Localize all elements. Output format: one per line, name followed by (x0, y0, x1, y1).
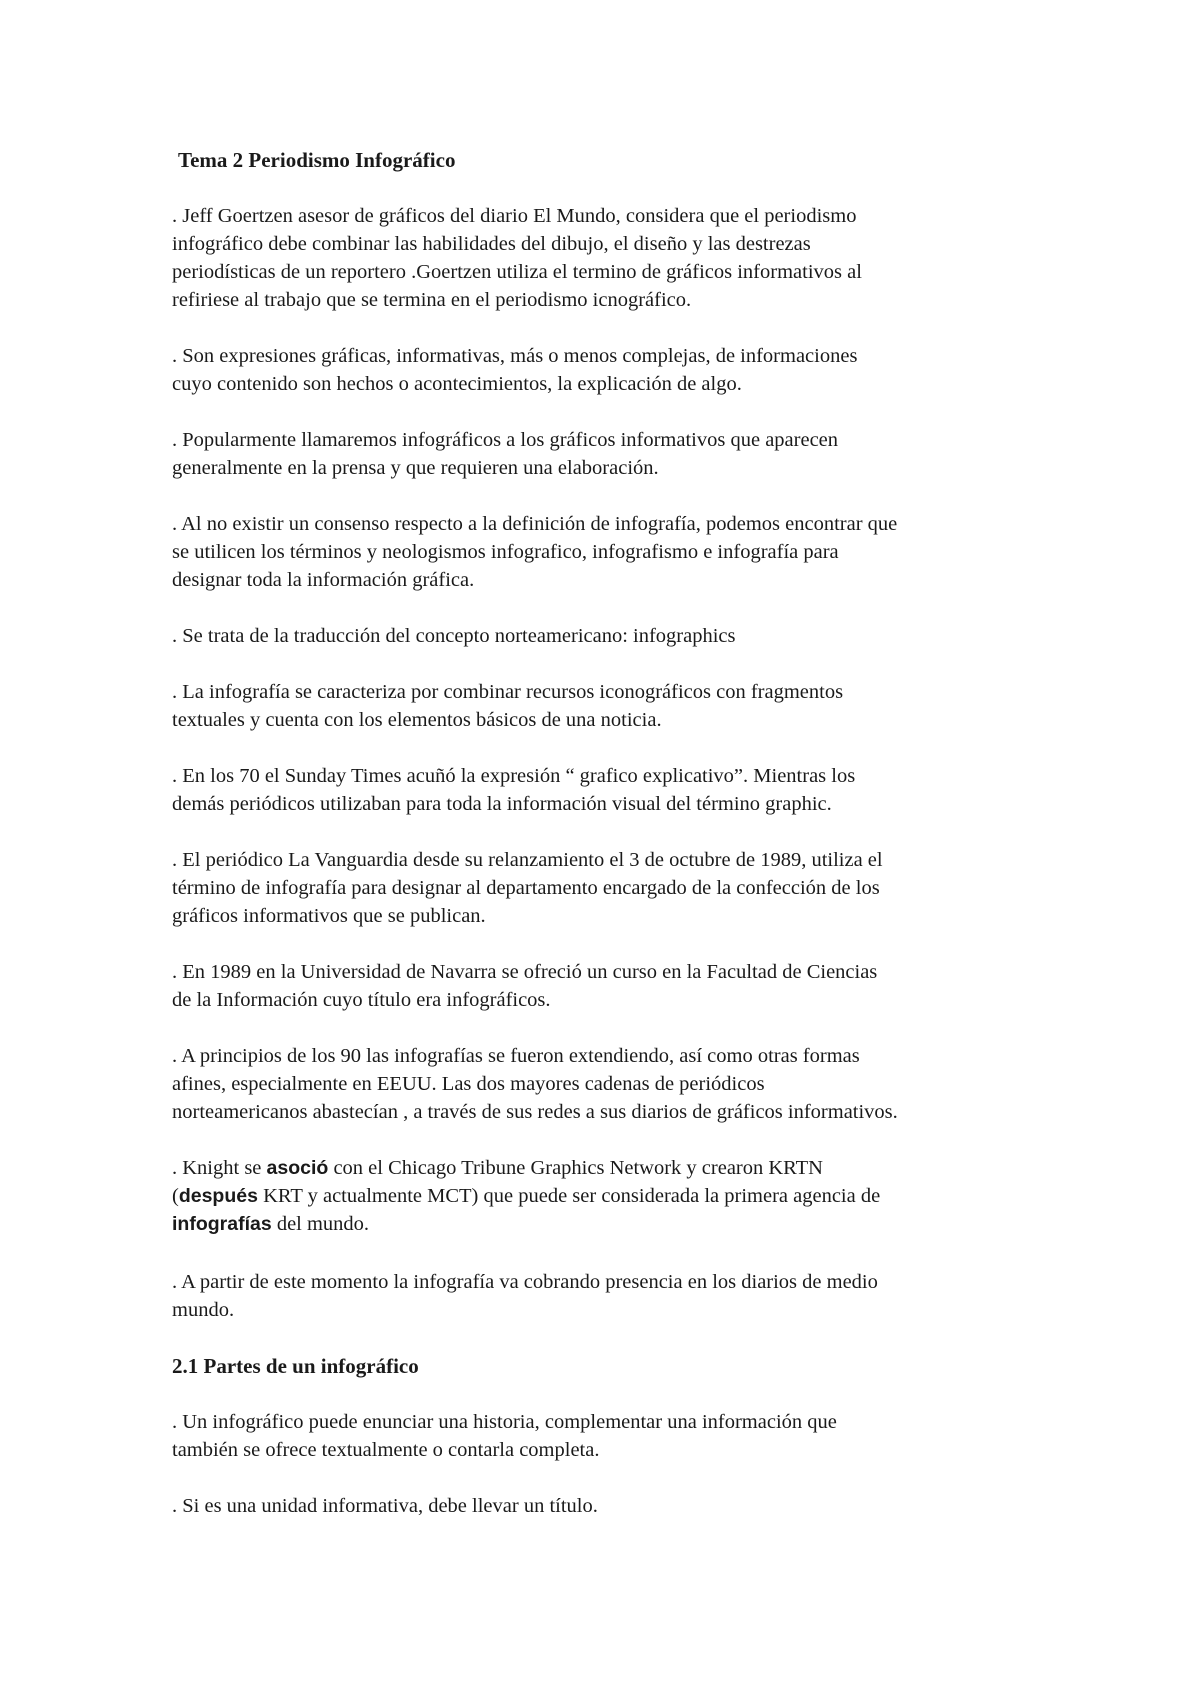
text-line: periodísticas de un reportero .Goertzen utiliza el termino de gráficos informativos al (172, 261, 862, 283)
text-line: designar toda la información gráfica. (172, 569, 475, 591)
text-line: textuales y cuenta con los elementos básicos de una noticia. (172, 709, 662, 731)
text-line: . En 1989 en la Universidad de Navarra se ofreció un curso en la Facultad de Ciencias (172, 961, 878, 983)
text-run: del mundo. (271, 1213, 370, 1235)
paragraph-expresiones (172, 342, 1072, 398)
text-line (172, 1182, 1072, 1210)
text-line: de la Información cuyo título era infográficos. (172, 989, 551, 1011)
section-heading: 2.1 Partes de un infográfico (172, 1354, 419, 1378)
page-title: Tema 2 Periodismo Infográfico (178, 148, 456, 172)
text-line: norteamericanos abastecían , a través de sus redes a sus diarios de gráficos informativos. (172, 1101, 898, 1123)
text-line: . Se trata de la traducción del concepto norteamericano: infographics (172, 625, 736, 647)
text-line: gráficos informativos que se publican. (172, 905, 486, 927)
bold-term: después (178, 1185, 258, 1207)
text-line: también se ofrece textualmente o contarla completa. (172, 1439, 600, 1461)
paragraph-traduccion (172, 622, 1072, 650)
paragraph-sunday-times (172, 762, 1072, 818)
bold-term: asoció (266, 1157, 329, 1179)
text-line: . A partir de este momento la infografía va cobrando presencia en los diarios de medio (172, 1271, 878, 1293)
text-line: afines, especialmente en EEUU. Las dos mayores cadenas de periódicos (172, 1073, 765, 1095)
text-line: . Si es una unidad informativa, debe llevar un título. (172, 1495, 598, 1517)
text-line: mundo. (172, 1299, 235, 1321)
text-run: ( (172, 1185, 179, 1207)
paragraph-consenso (172, 510, 1072, 594)
text-line: demás periódicos utilizaban para toda la información visual del término graphic. (172, 793, 832, 815)
paragraph-principios-90 (172, 1042, 1072, 1126)
paragraph-knight (172, 1154, 1072, 1238)
text-line: cuyo contenido son hechos o acontecimientos, la explicación de algo. (172, 373, 742, 395)
text-line (172, 1154, 1072, 1182)
text-line (172, 1210, 1072, 1238)
text-line: término de infografía para designar al departamento encargado de la confección de los (172, 877, 880, 899)
text-line: . Jeff Goertzen asesor de gráficos del diario El Mundo, considera que el periodismo (172, 205, 857, 227)
text-run: . Knight se (172, 1157, 267, 1179)
text-line: refiriese al trabajo que se termina en el periodismo icnográfico. (172, 289, 692, 311)
text-line: . A principios de los 90 las infografías se fueron extendiendo, así como otras formas (172, 1045, 860, 1067)
text-line: . Popularmente llamaremos infográficos a los gráficos informativos que aparecen (172, 429, 839, 451)
paragraph-vanguardia (172, 846, 1072, 930)
bold-term: infografías (172, 1213, 272, 1235)
text-line: . Al no existir un consenso respecto a la definición de infografía, podemos encontrar que (172, 513, 898, 535)
paragraph-goertzen (172, 202, 1072, 314)
paragraph-enunciar (172, 1408, 1072, 1464)
text-line: . En los 70 el Sunday Times acuñó la expresión “ grafico explicativo”. Mientras los (172, 765, 856, 787)
text-line: . La infografía se caracteriza por combinar recursos iconográficos con fragmentos (172, 681, 844, 703)
text-line: se utilicen los términos y neologismos infografico, infografismo e infografía para (172, 541, 839, 563)
text-run: con el Chicago Tribune Graphics Network y crearon KRTN (328, 1157, 823, 1179)
text-line: . Un infográfico puede enunciar una historia, complementar una información que (172, 1411, 837, 1433)
paragraph-popularmente (172, 426, 1072, 482)
text-line: infográfico debe combinar las habilidades del dibujo, el diseño y las destrezas (172, 233, 811, 255)
paragraph-caracteriza (172, 678, 1072, 734)
paragraph-a-partir (172, 1268, 1072, 1324)
paragraph-unidad (172, 1492, 1072, 1520)
paragraph-navarra (172, 958, 1072, 1014)
text-line: . Son expresiones gráficas, informativas, más o menos complejas, de informaciones (172, 345, 858, 367)
text-line: . El periódico La Vanguardia desde su relanzamiento el 3 de octubre de 1989, utiliza el (172, 849, 883, 871)
text-run: KRT y actualmente MCT) que puede ser considerada la primera agencia de (257, 1185, 881, 1207)
text-line: generalmente en la prensa y que requieren una elaboración. (172, 457, 659, 479)
